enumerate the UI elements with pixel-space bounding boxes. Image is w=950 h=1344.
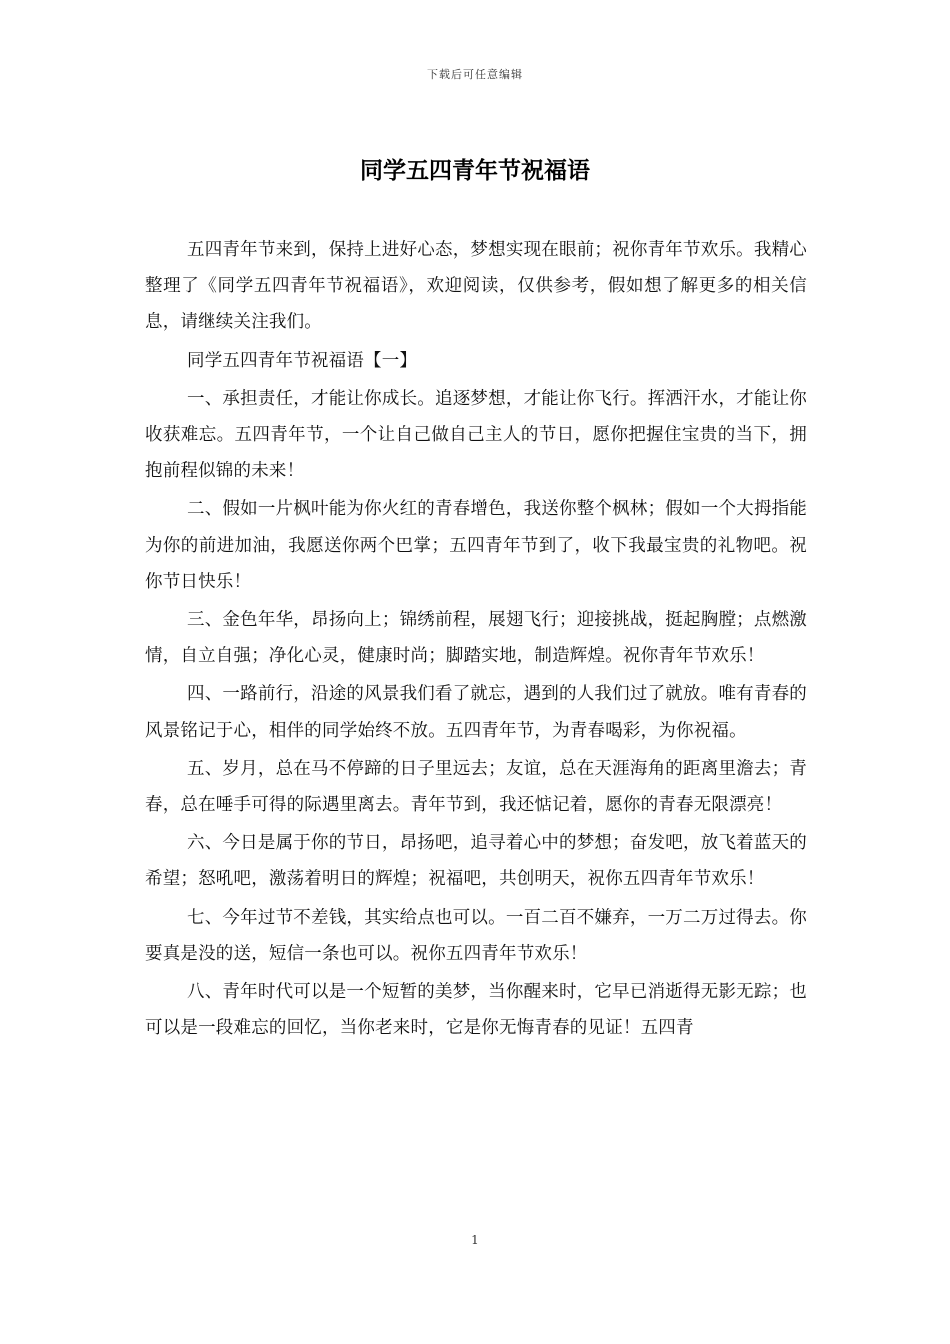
greeting-paragraph-8: 八、青年时代可以是一个短暂的美梦，当你醒来时，它早已消逝得无影无踪；也可以是一段难忘的回忆，当你老来时，它是你无悔青春的见证！五四青: [145, 982, 807, 1039]
page-number: 1: [471, 1233, 479, 1247]
page-header-note: 下载后可任意编辑: [427, 68, 523, 81]
greeting-paragraph-7: 七、今年过节不差钱，其实给点也可以。一百二百不嫌弃，一万二万过得去。你要真是没的送，短信一条也可以。祝你五四青年节欢乐！: [145, 907, 807, 964]
document-title: 同学五四青年节祝福语: [360, 157, 590, 184]
greeting-paragraph-1: 一、承担责任，才能让你成长。追逐梦想，才能让你飞行。挥洒汗水，才能让你收获难忘。五四青年节，一个让自己做自己主人的节日，愿你把握住宝贵的当下，拥抱前程似锦的未来！: [145, 388, 807, 482]
greeting-paragraph-4: 四、一路前行，沿途的风景我们看了就忘，遇到的人我们过了就放。唯有青春的风景铭记于心，相伴的同学始终不放。五四青年节，为青春喝彩，为你祝福。: [145, 684, 807, 741]
document-body: [145, 232, 807, 1048]
greeting-paragraph-6: 六、今日是属于你的节日，昂扬吧，追寻着心中的梦想；奋发吧，放飞着蓝天的希望；怒吼吧，激荡着明日的辉煌；祝福吧，共创明天，祝你五四青年节欢乐！: [145, 833, 807, 890]
greeting-paragraph-5: 五、岁月，总在马不停蹄的日子里远去；友谊，总在天涯海角的距离里澹去；青春，总在唾手可得的际遇里离去。青年节到，我还惦记着，愿你的青春无限漂亮！: [145, 758, 807, 816]
intro-paragraph: 五四青年节来到，保持上进好心态，梦想实现在眼前；祝你青年节欢乐。我精心整理了《同学五四青年节祝福语》，欢迎阅读，仅供参考，假如想了解更多的相关信息，请继续关注我们。: [145, 240, 807, 333]
greeting-paragraph-3: 三、金色年华，昂扬向上；锦绣前程，展翅飞行；迎接挑战，挺起胸膛；点燃激情，自立自强；净化心灵，健康时尚；脚踏实地，制造辉煌。祝你青年节欢乐！: [145, 610, 807, 667]
section-heading: 同学五四青年节祝福语【一】: [187, 350, 418, 371]
greeting-paragraph-2: 二、假如一片枫叶能为你火红的青春增色，我送你整个枫林；假如一个大拇指能为你的前进加油，我愿送你两个巴掌；五四青年节到了，收下我最宝贵的礼物吧。祝你节日快乐！: [145, 499, 807, 592]
